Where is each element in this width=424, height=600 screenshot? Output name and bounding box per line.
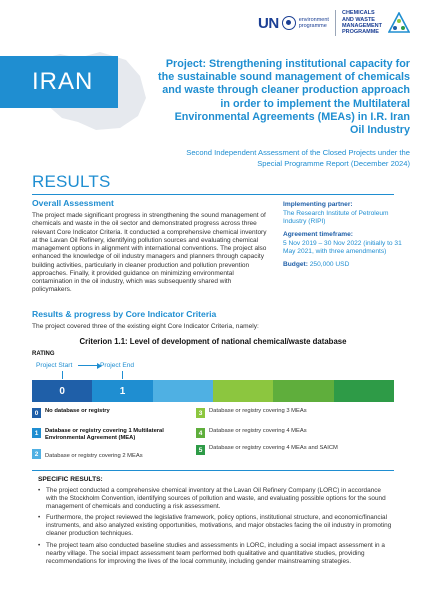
overall-paragraph: The project made significant progress in strengthening the sound management of chemicals and waste in the oil sector and demonstrated progress across three relevant Core Indicator Criteria. It conducted a comprehensive chemical inventory at the Lavan Oil Refinery, identifying pollution sources and evaluating chemical management options in alignment with international conventions. The project also enhanced the knowledge of oil industry managers and planners through capacity building activities, particularly in cleaner production and pollution prevention approaches. Finally, it provided guidance on minimizing environmental contamination in the oil industry, which was subsequently shared with policymakers.	[32, 212, 267, 294]
legend-text: Database or registry covering 1 Multilateral Environmental Agreement (MEA)	[45, 428, 164, 441]
cwmp-logo-text	[342, 10, 382, 35]
legend-item	[32, 428, 182, 442]
timeframe-value: 5 Nov 2019 – 30 Nov 2022 (initially to 31 May 2021, with three amendments)	[283, 240, 402, 255]
results-heading: RESULTS	[32, 172, 111, 191]
criterion-title: Criterion 1.1: Level of development of national chemical/waste database	[79, 337, 347, 346]
partner-value: The Research Institute of Petroleum Industry (RIPI)	[283, 210, 389, 225]
rating-segment	[153, 380, 213, 402]
legend-text: Database or registry covering 3 MEAs	[209, 408, 307, 414]
section-divider	[32, 470, 394, 471]
rating-segment: 1	[92, 380, 152, 402]
section-divider	[32, 194, 394, 195]
cwmp-line-3: MANAGEMENT	[341, 23, 382, 29]
cwmp-line-2: AND WASTE	[341, 16, 375, 23]
specific-result-item: • The project team also conducted baseline studies and assessments in LORC, including a social impact assessment in a nearby village. The social impact assessment team performed both qualitative and quantitative studies, providing recommendations for improving the lives of the local community, including gender mainstreaming strategies.	[38, 542, 394, 566]
budget-value: 250,000 USD	[309, 261, 350, 268]
legend-item	[32, 449, 182, 460]
progress-heading: Results & progress by Core Indicator Criteria	[32, 309, 217, 319]
specific-result-item: • The project conducted a comprehensive chemical inventory at the Lavan Oil Refinery Company (LORC) in accordance with the Stockholm Convention, identifying sources of pollution and waste, and evaluating possible options for the sound management of chemicals and conducting a risk assessment.	[38, 487, 394, 511]
partner-label: Implementing partner:	[283, 201, 353, 208]
project-title: Project: Strengthening institutional capacity for the sustainable sound management of chemicals and waste through cleaner production approach in order to implement the Multilateral Environmental Agreements (MEAs) in I.R. Iran Oil Industry	[158, 58, 410, 137]
legend-item	[196, 408, 386, 418]
start-tick	[62, 371, 63, 379]
legend-item	[196, 445, 386, 455]
legend-item	[196, 428, 386, 438]
rating-scale-bar	[32, 380, 394, 402]
rating-segment	[273, 380, 333, 402]
rating-segment	[213, 380, 273, 402]
header-logos	[258, 10, 410, 36]
legend-number: 4	[196, 428, 205, 438]
legend-text: Database or registry covering 4 MEAs	[209, 428, 307, 434]
legend-text: No database or registry	[45, 408, 110, 414]
legend-item	[32, 408, 182, 418]
unep-sub-line-1: environment	[298, 17, 329, 23]
project-info-sidebar	[283, 201, 403, 269]
specific-results-list	[38, 487, 394, 569]
specific-results-heading: SPECIFIC RESULTS:	[38, 476, 103, 483]
cwmp-line-4: PROGRAMME	[341, 29, 379, 36]
rating-segment	[334, 380, 394, 402]
unep-sub-line-2: programme	[298, 23, 327, 29]
timeframe-label: Agreement timeframe:	[283, 231, 353, 238]
end-tick	[122, 371, 123, 379]
project-start-marker: Project Start	[36, 362, 73, 369]
overall-heading: Overall Assessment	[32, 198, 114, 208]
legend-text: Database or registry covering 4 MEAs and SAICM	[209, 445, 338, 451]
cwmp-line-1: CHEMICALS	[341, 10, 375, 17]
progress-intro: The project covered three of the existing eight Core Indicator Criteria, namely:	[32, 323, 259, 330]
budget-label: Budget:	[283, 261, 308, 268]
country-banner: IRAN	[0, 56, 118, 108]
legend-number: 0	[32, 408, 41, 418]
unep-logo	[258, 15, 329, 32]
rating-segment: 0	[32, 380, 92, 402]
cwmp-logo-icon	[388, 12, 410, 34]
project-end-marker: Project End	[100, 362, 135, 369]
budget-line	[283, 261, 403, 269]
unep-logo-mark: UN	[258, 14, 279, 32]
report-subtitle: Second Independent Assessment of the Closed Projects under the Special Programme Report (December 2024)	[186, 148, 410, 168]
legend-number: 2	[32, 449, 41, 459]
unep-logo-sub	[299, 17, 329, 29]
legend-number: 1	[32, 428, 41, 438]
globe-icon	[282, 16, 296, 30]
legend-number: 3	[196, 408, 205, 418]
legend-text: Database or registry covering 2 MEAs	[45, 453, 143, 459]
logo-divider	[335, 10, 336, 36]
legend-number: 5	[196, 445, 205, 455]
specific-result-item: • Furthermore, the project reviewed the legislative framework, policy options, institutional structure, and economic/financial instruments, and also analyzed existing opportunities, motivations, and major obstacles facing the oil industry in promoting cleaner production techniques.	[38, 514, 394, 538]
rating-label: RATING	[32, 351, 55, 357]
